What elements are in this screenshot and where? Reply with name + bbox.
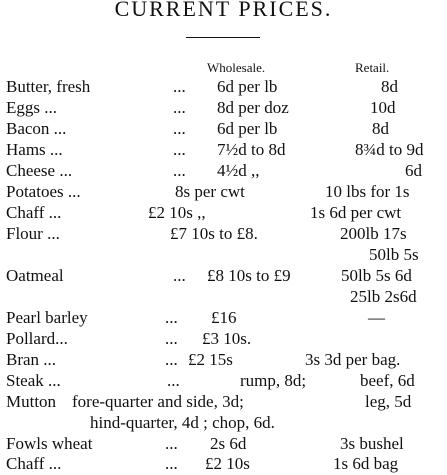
retail-price: —: [368, 308, 385, 327]
price-row: [0, 245, 447, 266]
wholesale-price: 7½d to 8d: [217, 140, 286, 159]
price-row: [0, 413, 447, 434]
item-name: Fowls wheat: [6, 434, 93, 453]
item-name: Pearl barley: [6, 308, 88, 327]
wholesale-price: £7 10s to £8.: [170, 224, 258, 243]
price-row: [0, 203, 447, 224]
price-row: [0, 224, 447, 245]
wholesale-price: £16: [211, 308, 237, 327]
item-name: Mutton: [6, 392, 57, 411]
item-name: Eggs ...: [6, 98, 57, 117]
price-row: [0, 392, 447, 413]
leader-dots: ...: [165, 434, 178, 453]
wholesale-price: £8 10s to £9: [207, 266, 291, 285]
price-row: [0, 119, 447, 140]
leader-dots: ...: [173, 140, 186, 159]
wholesale-price: 8d per doz: [217, 98, 289, 117]
wholesale-price: 4½d ,,: [217, 161, 260, 180]
retail-price: beef, 6d: [360, 371, 415, 390]
wholesale-price: £3 10s.: [202, 329, 252, 348]
leader-dots: ...: [165, 329, 178, 348]
wholesale-price: 8s per cwt: [175, 182, 245, 201]
wholesale-price: £2 10s: [205, 454, 250, 473]
wholesale-price: hind-quarter, 4d ; chop, 6d.: [90, 413, 275, 432]
item-name: Hams ...: [6, 140, 63, 159]
retail-price: 50lb 5s 6d: [341, 266, 412, 285]
item-name: Bran ...: [6, 350, 57, 369]
leader-dots: ...: [165, 308, 178, 327]
leader-dots: ...: [173, 161, 186, 180]
wholesale-header: Wholesale.: [207, 60, 266, 75]
retail-price: 25lb 2s6d: [350, 287, 417, 306]
price-row: [0, 350, 447, 371]
leader-dots: ...: [165, 454, 178, 473]
retail-price: 50lb 5s: [369, 245, 419, 264]
retail-price: 3s bushel: [340, 434, 404, 453]
leader-dots: ...: [173, 77, 186, 96]
leader-dots: ...: [165, 350, 178, 369]
price-row: [0, 182, 447, 203]
wholesale-price: 6d per lb: [217, 119, 278, 138]
price-row: [0, 140, 447, 161]
wholesale-price: fore-quarter and side, 3d;: [72, 392, 244, 411]
wholesale-price: rump, 8d;: [240, 371, 307, 390]
price-row: [0, 77, 447, 98]
item-name: Pollard...: [6, 329, 68, 348]
price-row: [0, 287, 447, 308]
price-row: [0, 161, 447, 182]
retail-price: 6d: [405, 161, 422, 180]
price-row: [0, 329, 447, 350]
item-name: Potatoes ...: [6, 182, 81, 201]
leader-dots: ...: [167, 371, 180, 390]
retail-price: 8¾d to 9d: [355, 140, 424, 159]
price-row: [0, 454, 447, 475]
retail-price: 1s 6d bag: [333, 454, 399, 473]
retail-price: 3s 3d per bag.: [305, 350, 401, 369]
retail-header: Retail.: [355, 60, 390, 75]
page-title: CURRENT PRICES.: [114, 0, 333, 21]
price-row: [0, 98, 447, 119]
item-name: Butter, fresh: [6, 77, 91, 96]
retail-price: 8d: [372, 119, 389, 138]
retail-price: 10d: [370, 98, 396, 117]
item-name: Steak ...: [6, 371, 61, 390]
leader-dots: ...: [173, 119, 186, 138]
retail-price: 10 lbs for 1s: [325, 182, 410, 201]
item-name: Oatmeal: [6, 266, 64, 285]
title-rule: [186, 37, 260, 38]
retail-price: leg, 5d: [365, 392, 412, 411]
retail-price: 8d: [381, 77, 398, 96]
leader-dots: ...: [173, 266, 186, 285]
item-name: Chaff ...: [6, 454, 62, 473]
item-name: Flour ...: [6, 224, 60, 243]
item-name: Cheese ...: [6, 161, 73, 180]
retail-price: 1s 6d per cwt: [310, 203, 402, 222]
price-row: [0, 434, 447, 455]
wholesale-price: £2 10s ,,: [148, 203, 206, 222]
wholesale-price: 2s 6d: [210, 434, 247, 453]
price-row: [0, 371, 447, 392]
wholesale-price: 6d per lb: [217, 77, 278, 96]
price-row: [0, 266, 447, 287]
leader-dots: ...: [173, 98, 186, 117]
item-name: Bacon ...: [6, 119, 67, 138]
retail-price: 200lb 17s: [340, 224, 407, 243]
wholesale-price: £2 15s: [188, 350, 233, 369]
item-name: Chaff ...: [6, 203, 62, 222]
price-row: [0, 308, 447, 329]
